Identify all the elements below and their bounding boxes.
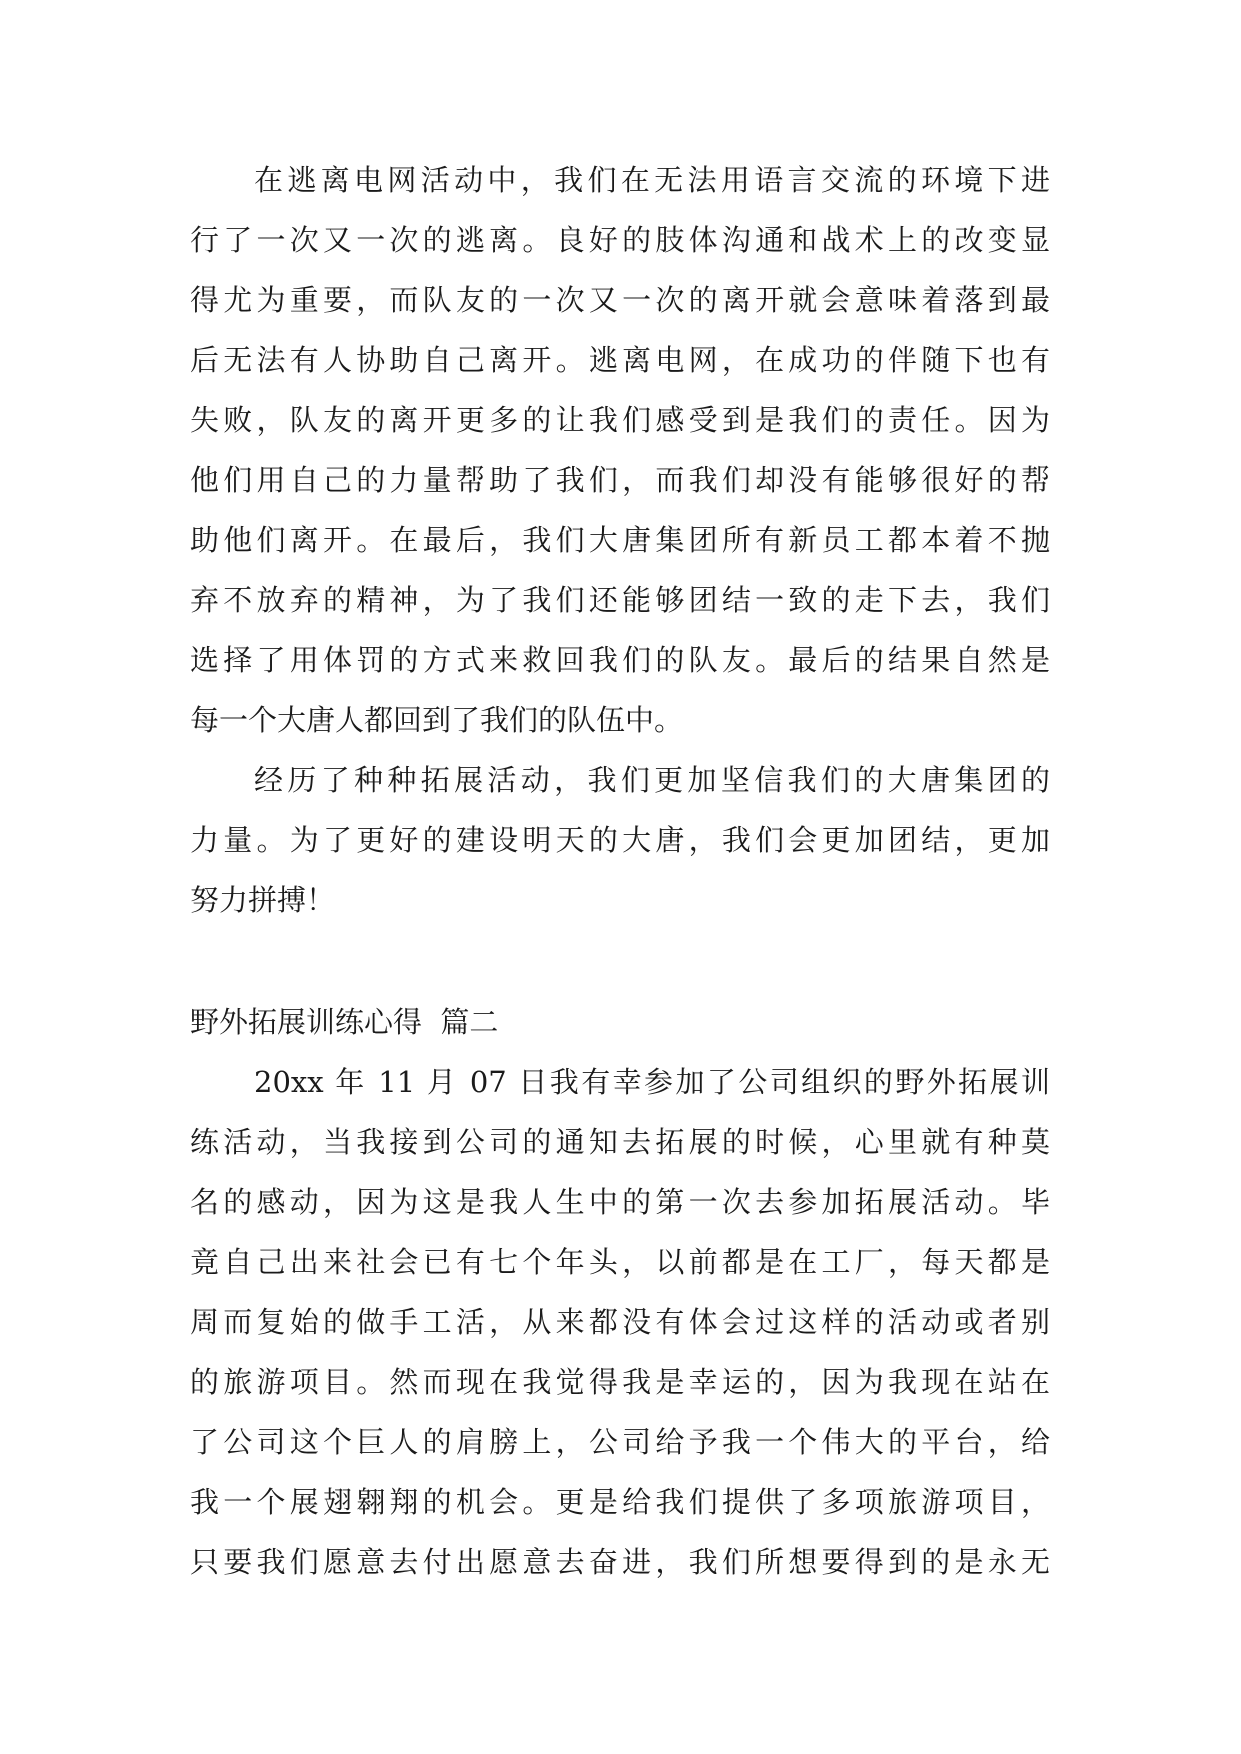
paragraph-line: 后无法有人协助自己离开。逃离电网，在成功的伴随下也有 [190, 343, 1050, 377]
paragraph-line: 20xx 年 11 月 07 日我有幸参加了公司组织的野外拓展训 [254, 1065, 1050, 1099]
paragraph-line: 了公司这个巨人的肩膀上，公司给予我一个伟大的平台，给 [190, 1425, 1050, 1459]
paragraph-line: 失败，队友的离开更多的让我们感受到是我们的责任。因为 [190, 403, 1050, 437]
paragraph-line: 练活动，当我接到公司的通知去拓展的时候，心里就有种莫 [190, 1125, 1050, 1159]
paragraph-line: 经历了种种拓展活动，我们更加坚信我们的大唐集团的 [254, 763, 1050, 797]
paragraph-line: 我一个展翅翱翔的机会。更是给我们提供了多项旅游项目， [190, 1485, 1050, 1519]
paragraph-section-two [190, 1052, 1050, 1592]
paragraph-line: 得尤为重要，而队友的一次又一次的离开就会意味着落到最 [190, 283, 1050, 317]
paragraph-line: 名的感动，因为这是我人生中的第一次去参加拓展活动。毕 [190, 1185, 1050, 1219]
paragraph-line: 竟自己出来社会已有七个年头，以前都是在工厂，每天都是 [190, 1245, 1050, 1279]
paragraph-line: 的旅游项目。然而现在我觉得我是幸运的，因为我现在站在 [190, 1365, 1050, 1399]
paragraph-line: 力量。为了更好的建设明天的大唐，我们会更加团结，更加 [190, 823, 1050, 857]
section-heading: 野外拓展训练心得 篇二 [190, 1005, 499, 1039]
document-page [190, 150, 1050, 1592]
paragraph-line: 周而复始的做手工活，从来都没有体会过这样的活动或者别 [190, 1305, 1050, 1339]
paragraph-line: 他们用自己的力量帮助了我们，而我们却没有能够很好的帮 [190, 463, 1050, 497]
paragraph-line: 助他们离开。在最后，我们大唐集团所有新员工都本着不抛 [190, 523, 1050, 557]
paragraph-line: 每一个大唐人都回到了我们的队伍中。 [190, 703, 684, 737]
paragraph-line: 弃不放弃的精神，为了我们还能够团结一致的走下去，我们 [190, 583, 1050, 617]
paragraph-line: 在逃离电网活动中，我们在无法用语言交流的环境下进 [254, 163, 1050, 197]
section-spacer [190, 930, 1050, 992]
paragraph-line: 选择了用体罚的方式来救回我们的队友。最后的结果自然是 [190, 643, 1050, 677]
paragraph-escape-grid [190, 150, 1050, 750]
paragraph-conclusion [190, 750, 1050, 930]
paragraph-line: 努力拼搏！ [190, 883, 336, 917]
paragraph-line: 行了一次又一次的逃离。良好的肢体沟通和战术上的改变显 [190, 223, 1050, 257]
paragraph-line: 只要我们愿意去付出愿意去奋进，我们所想要得到的是永无 [190, 1545, 1050, 1579]
